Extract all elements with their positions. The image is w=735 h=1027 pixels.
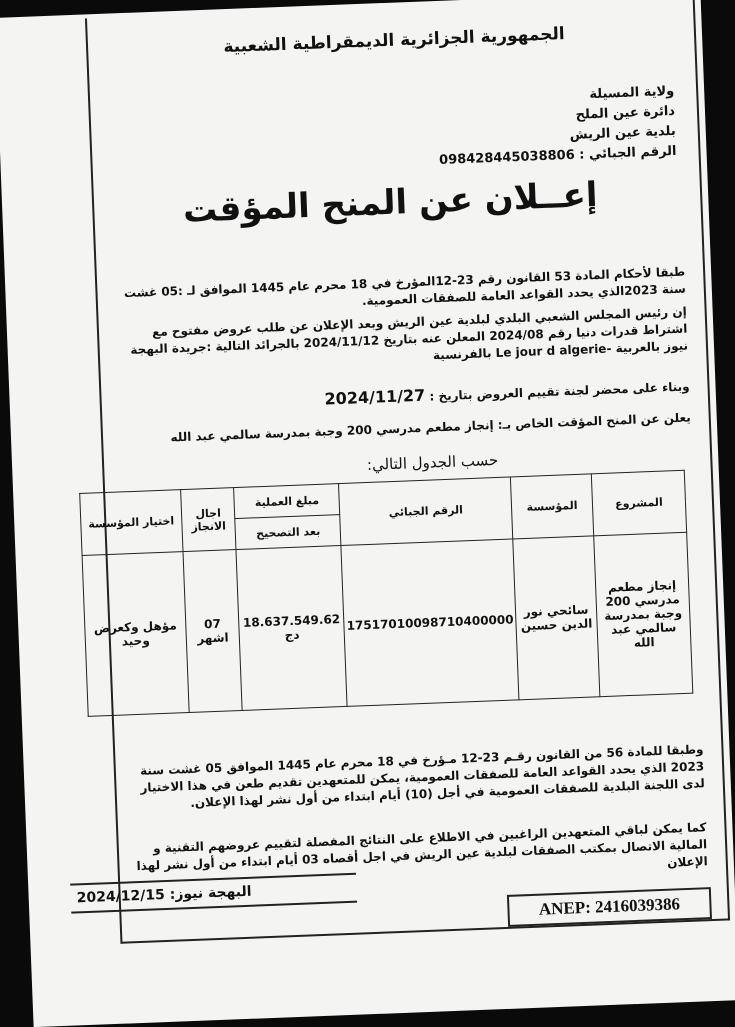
header-selection: اختيار المؤسسة: [80, 490, 183, 556]
header-duration: اجال الانجاز: [180, 488, 236, 552]
header-project: المشروع: [591, 470, 686, 536]
cell-amount: 18.637.549.62 دج: [236, 546, 347, 711]
commune-line: بلدية عين الريش: [569, 123, 677, 143]
table-caption: حسب الجدول التالي:: [366, 450, 499, 474]
daira-line: دائرة عين الملح: [575, 103, 676, 123]
cell-selection: مؤهل وكعرض وحيد: [82, 552, 189, 717]
cell-institution: سائحي نور الدين حسين: [513, 536, 600, 700]
anep-number: ANEP: 2416039386: [507, 887, 712, 927]
table-row: [82, 532, 693, 716]
consultation-paragraph: كما يمكن لباقي المتعهدين الراغبين في الاطلاع على النتائج المفصلة لتقييم عروضهم التقنية و المالية الاتصال بمكتب الصفقات لبلدية عين الريش في اجل أقصاه 03 أيام ابتداء من أول نشر لهذا الإعلان: [136, 820, 709, 874]
tax-number-value: 098428445038806: [438, 147, 576, 168]
header-amount-sub: بعد التصحيح: [235, 515, 341, 550]
cell-duration: 07 اشهر: [183, 550, 243, 713]
newspaper-date: البهجة نيوز: 2024/12/15: [70, 873, 357, 914]
issuer-block: [436, 82, 676, 171]
header-institution: المؤسسة: [511, 474, 594, 539]
header-tax-number: الرقم الجبائي: [339, 477, 513, 546]
committee-text: وبناء على محضر لجنة تقييم العروض بتاريخ :: [429, 379, 690, 404]
appeal-paragraph: وطبقا للمادة 56 من القانون رقـم 23-12 مـؤرخ في 18 محرم عام 1445 الموافق 05 غشت سنة 2023 الذي يحدد القواعد العامة للصفقات العمومية، يمكن للمتعهدين تقديم طعن في هذا الاختيار لدى اللجنة البلدية للصفقات العمومية في أجل (10) أيام ابتداء من أول نشر لهذا الإعلان.: [139, 742, 706, 810]
wilaya-line: ولاية المسيلة: [589, 83, 675, 103]
tax-number-label: الرقم الجبائي :: [578, 143, 677, 163]
announcement-title: إعــلان عن المنح المؤقت: [182, 174, 599, 231]
tender-reference-paragraph: إن رئيس المجلس الشعبي البلدي لبلدية عين الريش وبعد الإعلان عن طلب عروض مفتوح مع اشتراط قدرات دنيا رقم 2024/08 المعلن عنه بتاريخ 2024/11/12 بالجرائد التالية :جريدة البهجة نيوز بالعربية -Le jour d algerie بالفرنسية: [130, 304, 689, 363]
header-amount: مبلغ العملية: [234, 484, 340, 519]
cell-tax-number: 17517010098710400000: [341, 539, 519, 706]
committee-date: 2024/11/27: [324, 385, 426, 409]
award-paragraph: يعلن عن المنح المؤقت الخاص بـ: إنجاز مطعم مدرسي 200 وجبة بمدرسة سالمي عبد الله: [170, 410, 691, 445]
legal-basis-paragraph: طبقا لأحكام المادة 53 القانون رقم 23-12المؤرخ في 18 محرم عام 1445 الموافق لـ :05 غشت سنة 2023الذي يحدد القواعد العامة للصفقات العمومية.: [123, 264, 687, 309]
republic-header: الجمهورية الجزائرية الديمقراطية الشعبية: [223, 24, 566, 58]
award-table: [79, 470, 693, 717]
cell-project: إنجاز مطعم مدرسي 200 وجبة بمدرسة سالمي عبد الله: [594, 532, 693, 696]
